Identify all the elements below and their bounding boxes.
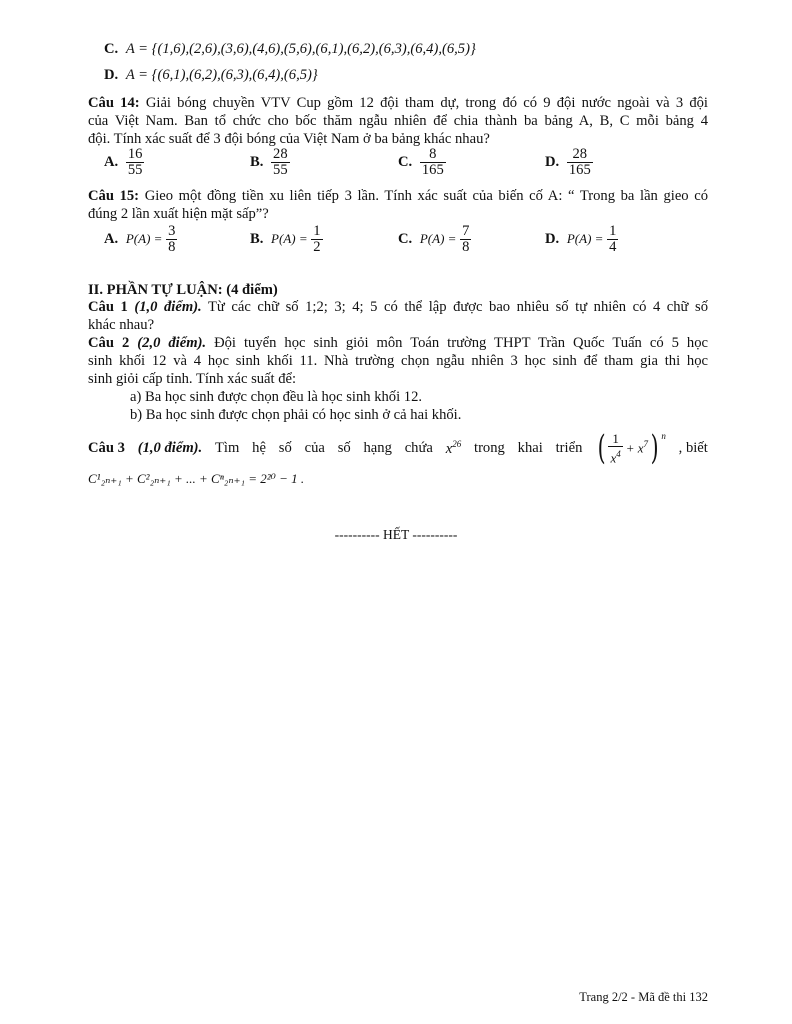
fraction [567, 147, 593, 178]
question-text-word: trong [474, 439, 505, 456]
fraction-denominator: 8 [168, 239, 176, 255]
q14-line-2: của Việt Nam. Ban tổ chức cho bốc thăm ngẫu nhiên để chia thành ba bảng A, B, C mỗi bảng 4 [88, 113, 708, 129]
option-label: C. [104, 41, 119, 57]
question-text-word: triển [555, 439, 583, 456]
q14-option-c [398, 147, 446, 178]
q14-option-b [250, 147, 290, 178]
fraction-denominator: 165 [421, 162, 444, 178]
denominator-base: x [610, 450, 617, 466]
fraction-denominator: 165 [568, 162, 591, 178]
fraction-numerator: 1 [609, 223, 617, 239]
q15-option-d [545, 224, 618, 255]
q14-option-d [545, 147, 593, 178]
fraction-numerator: 28 [567, 147, 593, 163]
fraction-numerator: 3 [168, 223, 176, 239]
term [446, 439, 461, 458]
option-label: C. [398, 153, 413, 170]
fraction [271, 147, 290, 178]
question-text: Gieo một đồng tiền xu liên tiếp 3 lần. Tính xác suất của biến cố A: “ Trong ba lần gieo có [144, 188, 709, 204]
fraction-denominator: 55 [273, 162, 288, 178]
q15-option-a [104, 224, 177, 255]
option-label: A. [104, 230, 119, 247]
question-text-word: số [337, 439, 351, 456]
part2-c1-line-2: khác nhau? [88, 317, 155, 333]
outer-exponent: n [661, 430, 666, 441]
fraction-numerator: 7 [462, 223, 470, 239]
fraction-numerator: 8 [420, 147, 446, 163]
option-label: C. [398, 230, 413, 247]
fraction-numerator: 28 [273, 146, 288, 162]
q14-option-a [104, 147, 144, 178]
question-points: (1,0 điểm). [137, 439, 203, 456]
question-label: Câu 14: [88, 95, 140, 111]
fraction [311, 224, 322, 255]
fraction-denominator: 8 [462, 239, 470, 255]
fraction-denominator: 4 [609, 239, 617, 255]
option-label: D. [545, 153, 560, 170]
plus-term [626, 439, 648, 456]
q15-line-1 [88, 187, 708, 205]
part2-c3-line-1 [88, 428, 708, 468]
question-text: Giải bóng chuyền VTV Cup gồm 12 đội tham dự, trong đó có 9 đội nước ngoài và 3 đội [145, 95, 708, 111]
q15-option-b [250, 224, 323, 255]
question-label: Câu 3 [88, 439, 125, 456]
question-text-word: hạng [363, 439, 392, 456]
question-text-word: hệ [252, 439, 266, 456]
question-points: (1,0 điểm). [134, 299, 202, 315]
fraction-denominator: 2 [313, 239, 321, 255]
part2-c2-line-3: sinh giỏi cấp tỉnh. Tính xác suất để: [88, 371, 297, 387]
end-marker: ---------- HẾT ---------- [334, 527, 458, 542]
part2-c3-condition: C¹₂ₙ₊₁ + C²₂ₙ₊₁ + ... + Cⁿ₂ₙ₊₁ = 2²⁰ − 1 . [88, 471, 305, 486]
plus-term-base: + x [625, 440, 644, 456]
question-label: Câu 15: [88, 188, 140, 204]
part2-heading [88, 281, 708, 299]
fraction-denominator [608, 447, 622, 465]
option-label: D. [104, 67, 119, 83]
question-text-word: chứa [404, 439, 433, 456]
part2-c1-line-1 [88, 298, 708, 316]
q13-option-d [104, 66, 724, 84]
question-label: Câu 2 [88, 335, 130, 351]
question-text: Đội tuyển học sinh giỏi môn Toán trường THPT Trần Quốc Tuấn có 5 học [214, 335, 709, 351]
section-heading: II. PHẦN TỰ LUẬN: (4 điểm) [88, 282, 278, 298]
option-label: B. [250, 153, 264, 170]
fraction [420, 147, 446, 178]
fraction-denominator: 55 [127, 162, 143, 178]
q14-line-3: đội. Tính xác suất để 3 đội bóng của Việt Nam ở ba bảng khác nhau? [88, 131, 490, 147]
question-text-word: khai [517, 439, 543, 456]
term-base: x [445, 440, 453, 457]
option-text: A = {(6,1),(6,2),(6,3),(6,4),(6,5)} [125, 67, 318, 83]
probability-prefix: P(A) = [419, 230, 457, 246]
question-text-word: Tìm [215, 439, 240, 456]
denominator-exponent: 4 [616, 448, 621, 459]
plus-term-exponent: 7 [643, 439, 649, 450]
fraction [166, 224, 177, 255]
fraction-numerator: 16 [127, 146, 143, 162]
question-points: (2,0 điểm). [137, 335, 207, 351]
option-label: A. [104, 153, 119, 170]
q13-option-c [104, 40, 724, 58]
fraction-numerator: 1 [313, 223, 321, 239]
probability-prefix: P(A) = [566, 230, 604, 246]
question-text-word: của [304, 439, 325, 456]
question-text-biet: , biết [678, 439, 708, 456]
probability-prefix: P(A) = [125, 230, 163, 246]
option-text: A = {(1,6),(2,6),(3,6),(4,6),(5,6),(6,1),(6,2),(6,3),(6,4),(6,5)} [125, 41, 476, 57]
part2-c2-item-a: a) Ba học sinh được chọn đều là học sinh khối 12. [130, 389, 423, 405]
fraction [608, 431, 622, 465]
q14-line-1 [88, 94, 708, 112]
q15-line-2: đúng 2 lần xuất hiện mặt sấp”? [88, 206, 269, 222]
fraction-numerator: 1 [608, 431, 622, 447]
probability-prefix: P(A) = [271, 230, 308, 246]
question-text-word: số [278, 439, 292, 456]
part2-c2-item-b: b) Ba học sinh được chọn phải có học sinh ở cả hai khối. [130, 407, 462, 423]
question-label: Câu 1 [88, 299, 128, 315]
question-text: Từ các chữ số 1;2; 3; 4; 5 có thể lập được bao nhiêu số tự nhiên có 4 chữ số [208, 299, 708, 315]
part2-c2-line-1 [88, 334, 708, 352]
q15-option-c [398, 224, 471, 255]
expansion-expression [595, 427, 666, 468]
option-label: D. [545, 230, 560, 247]
term-exponent: 26 [452, 438, 462, 449]
fraction [126, 147, 145, 178]
fraction [607, 224, 618, 255]
page-footer: Trang 2/2 - Mã đề thi 132 [579, 990, 708, 1004]
option-label: B. [250, 230, 264, 247]
part2-c2-line-2: sinh khối 12 và 4 học sinh khối 11. Nhà trường chọn ngẫu nhiên 3 học sinh để tham gia thi học [88, 353, 708, 369]
fraction [460, 224, 471, 255]
left-paren: ( [597, 427, 606, 468]
right-paren: ) [650, 427, 659, 468]
